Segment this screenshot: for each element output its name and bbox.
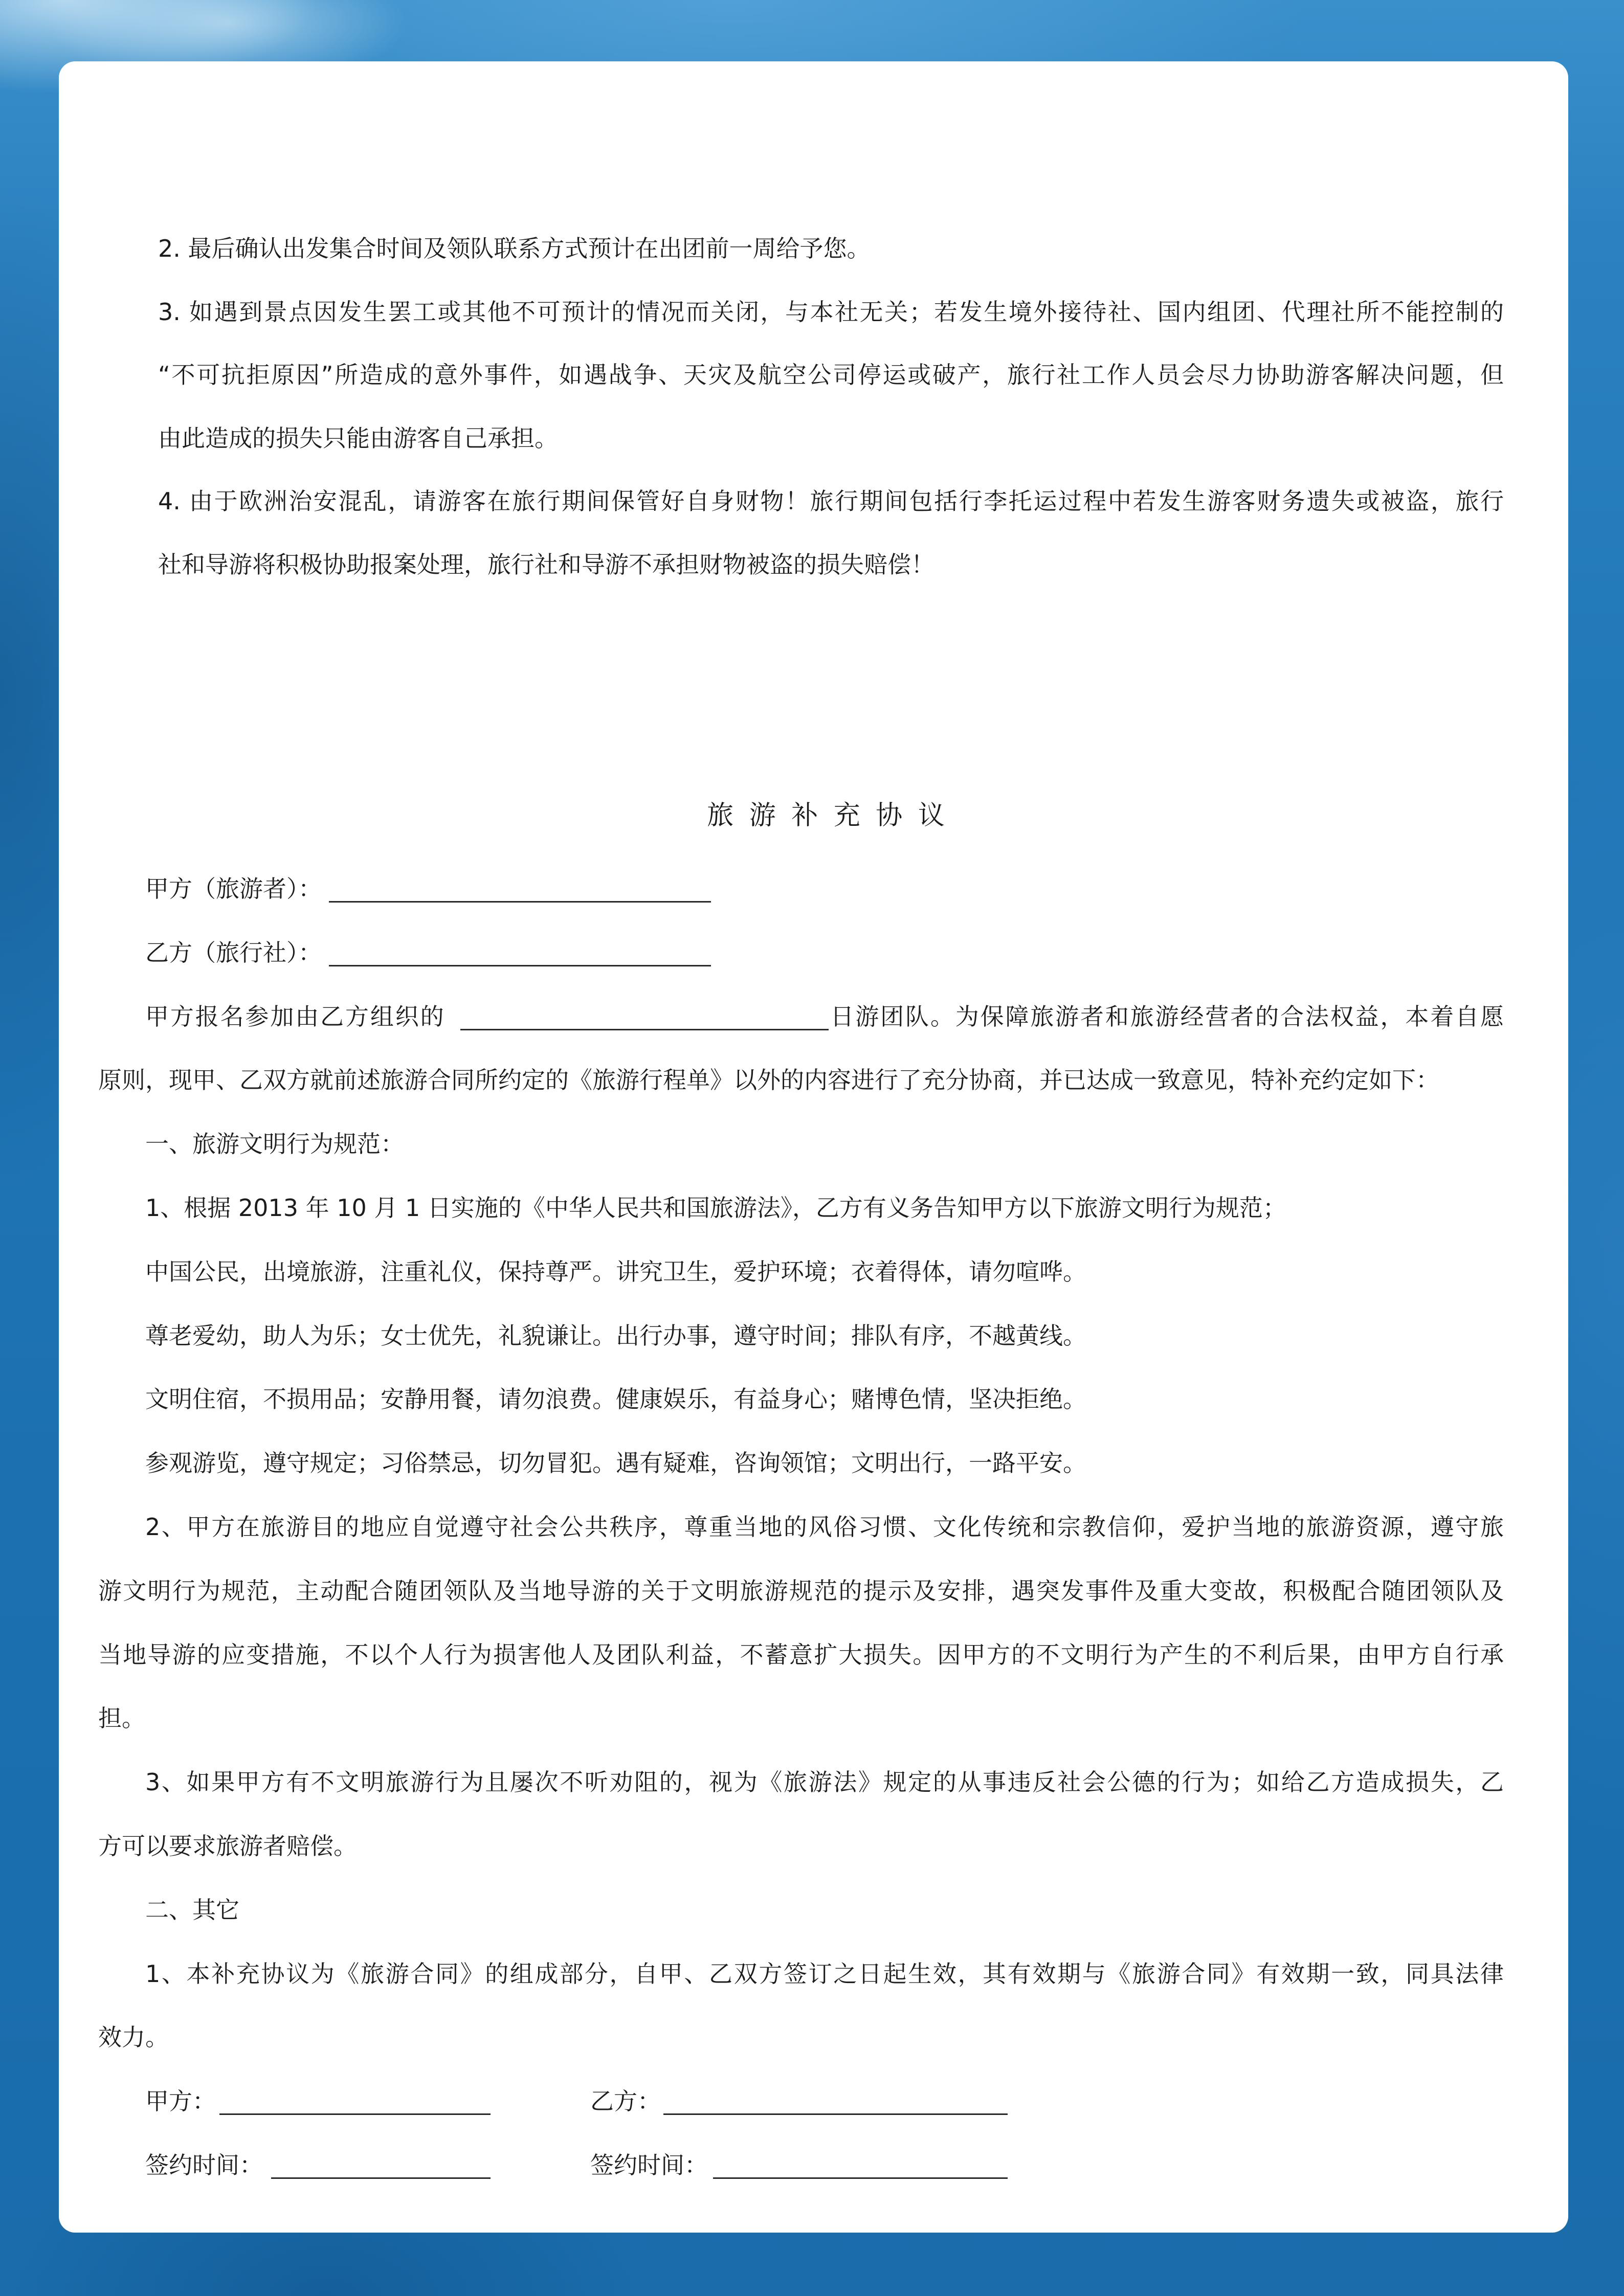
note-item-4-line-1: 4. 由于欧洲治安混乱，请游客在旅行期间保管好自身财物！旅行期间包括行李托运过程中若发生游客财务遗失或被盗，旅行 — [158, 487, 1504, 515]
document-card — [59, 61, 1568, 2233]
intro-after-blank: 日游团队。为保障旅游者和旅游经营者的合法权益，本着自愿 — [829, 1002, 1504, 1030]
agreement-body — [98, 857, 1504, 2197]
section-1-clause-2-line-4: 担。 — [98, 1704, 145, 1732]
section-1-heading: 一、旅游文明行为规范： — [145, 1130, 404, 1158]
section-2-clause-1-line-1: 1、本补充协议为《旅游合同》的组成部分，自甲、乙双方签订之日起生效，其有效期与《旅游合同》有效期一致，同具法律 — [145, 1960, 1504, 1988]
sign-date-b-blank-line — [713, 2177, 1008, 2179]
signature-party-a-label: 甲方： — [145, 2087, 216, 2115]
section-1-clause-2-line-2: 游文明行为规范，主动配合随团领队及当地导游的关于文明旅游规范的提示及安排，遇突发事件及重大变故，积极配合随团领队及 — [98, 1577, 1504, 1605]
section-2-clause-1-line-2: 效力。 — [98, 2023, 169, 2052]
agreement-title: 旅 游 补 充 协 议 — [707, 800, 948, 831]
signature-party-a-blank-line — [219, 2113, 491, 2115]
signature-party-b — [590, 2069, 1008, 2133]
section-1-clause-3-line-2: 方可以要求旅游者赔偿。 — [98, 1832, 357, 1860]
sign-date-row — [98, 2133, 1504, 2197]
section-1-clause-2-line-3: 当地导游的应变措施，不以个人行为损害他人及团队利益，不蓄意扩大损失。因甲方的不文明行为产生的不利后果，由甲方自行承 — [98, 1640, 1504, 1669]
tour-days-blank-line — [460, 1028, 829, 1030]
notes-section — [158, 217, 1504, 597]
section-1-clause-2-line-1: 2、甲方在旅游目的地应自觉遵守社会公共秩序，尊重当地的风俗习惯、文化传统和宗教信仰，爱护当地的旅游资源，遵守旅 — [145, 1513, 1504, 1541]
party-a-label: 甲方（旅游者）： — [145, 875, 322, 903]
party-a-row — [98, 857, 1504, 921]
party-b-row — [98, 921, 1504, 985]
sign-date-a-blank-line — [271, 2177, 491, 2179]
party-b-label: 乙方（旅行社）： — [145, 938, 322, 966]
note-item-4-line-2: 社和导游将积极协助报案处理，旅行社和导游不承担财物被盗的损失赔偿！ — [158, 550, 935, 578]
signature-row — [98, 2069, 1504, 2133]
party-b-blank-line — [329, 964, 711, 966]
section-1-clause-1: 1、根据 2013 年 10 月 1 日实施的《中华人民共和国旅游法》，乙方有义务告知甲方以下旅游文明行为规范； — [145, 1194, 1286, 1222]
civility-code-line-3: 文明住宿，不损用品；安静用餐，请勿浪费。健康娱乐，有益身心；赌博色情，坚决拒绝。 — [145, 1385, 1086, 1413]
sign-date-a-label: 签约时间： — [145, 2151, 263, 2179]
civility-code-line-4: 参观游览，遵守规定；习俗禁忌，切勿冒犯。遇有疑难，咨询领馆；文明出行，一路平安。 — [145, 1449, 1086, 1477]
civility-code-line-1: 中国公民，出境旅游，注重礼仪，保持尊严。讲究卫生，爱护环境；衣着得体，请勿喧哗。 — [145, 1257, 1086, 1286]
sign-date-b-label: 签约时间： — [590, 2151, 708, 2179]
note-item-3-line-1: 3. 如遇到景点因发生罢工或其他不可预计的情况而关闭，与本社无关；若发生境外接待社、国内组团、代理社所不能控制的 — [158, 298, 1504, 326]
note-item-2: 2. 最后确认出发集合时间及领队联系方式预计在出团前一周给予您。 — [158, 235, 871, 262]
intro-line-2: 原则，现甲、乙双方就前述旅游合同所约定的《旅游行程单》以外的内容进行了充分协商，并已达成一致意见，特补充约定如下： — [98, 1066, 1439, 1094]
intro-line-1 — [98, 985, 1504, 1049]
civility-code-line-2: 尊老爱幼，助人为乐；女士优先，礼貌谦让。出行办事，遵守时间；排队有序，不越黄线。 — [145, 1321, 1086, 1349]
note-item-3-line-2: “不可抗拒原因”所造成的意外事件，如遇战争、天灾及航空公司停运或破产，旅行社工作人员会尽力协助游客解决问题，但 — [158, 361, 1504, 389]
signature-party-b-blank-line — [663, 2113, 1008, 2115]
note-item-3-line-3: 由此造成的损失只能由游客自己承担。 — [158, 424, 558, 452]
sign-date-b — [590, 2133, 1008, 2197]
party-a-blank-line — [329, 901, 711, 903]
section-1-clause-3-line-1: 3、如果甲方有不文明旅游行为且屡次不听劝阻的，视为《旅游法》规定的从事违反社会公德的行为；如给乙方造成损失，乙 — [145, 1768, 1504, 1796]
intro-before-blank: 甲方报名参加由乙方组织的 — [145, 1002, 446, 1030]
signature-party-b-label: 乙方： — [590, 2087, 661, 2115]
section-2-heading: 二、其它 — [145, 1896, 239, 1924]
